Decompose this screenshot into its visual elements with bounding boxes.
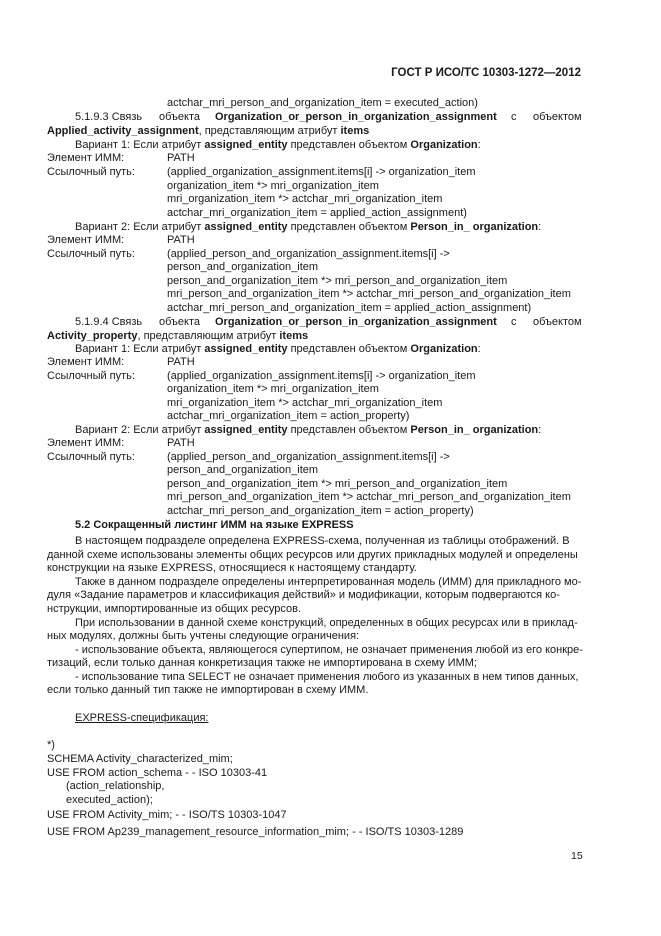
- code-line: USE FROM action_schema - - ISO 10303-41: [47, 767, 268, 779]
- entity-name: Applied_activity_assignment: [47, 125, 199, 137]
- label: Элемент ИММ:: [47, 234, 125, 246]
- paragraph-line: дуля «Задание параметров и классификация действий» и модификации, которым подвергаются ко-: [47, 589, 560, 601]
- text-line: mri_person_and_organization_item *> actchar_mri_person_and_organization_item: [167, 491, 571, 503]
- attribute-name: assigned_entity: [204, 424, 288, 436]
- text-line: person_and_organization_item: [167, 261, 319, 273]
- attribute-name: assigned_entity: [204, 221, 288, 233]
- text-line: объекта: [159, 316, 201, 328]
- paragraph-line: если только данный тип также не импортирован в схему ИММ.: [47, 684, 369, 696]
- variant-line: [75, 221, 541, 234]
- attribute-name: assigned_entity: [204, 139, 288, 151]
- attribute-name: items: [340, 125, 370, 137]
- text-line: PATH: [167, 437, 195, 449]
- text-line: person_and_organization_item *> mri_person_and_organization_item: [167, 275, 508, 287]
- code-line: (action_relationship,: [66, 780, 165, 792]
- text-line: actchar_mri_person_and_organization_item = executed_action): [167, 97, 478, 109]
- section-heading: 5.2 Сокращенный листинг ИММ на языке EXPRESS: [75, 519, 354, 531]
- text-line: PATH: [167, 234, 195, 246]
- attribute-name: items: [279, 330, 309, 342]
- variant-line: [75, 139, 481, 152]
- paragraph-line: нструкции, импортированные из общих ресурсов.: [47, 603, 302, 615]
- text-line: (applied_organization_assignment.items[i] -> organization_item: [167, 166, 476, 178]
- text-fragment: представлен объектом: [287, 343, 411, 355]
- text-fragment: , представляющим атрибут: [198, 125, 341, 137]
- text-line: organization_item *> mri_organization_item: [167, 383, 379, 395]
- text-line: [47, 125, 369, 138]
- paragraph-line: данной схеме использованы элементы общих ресурсов или других прикладных модулей и определены: [47, 549, 578, 561]
- attribute-name: assigned_entity: [204, 343, 288, 355]
- section-number: 5.1.9.4 Связь: [75, 316, 143, 328]
- paragraph-line: конструкции на языке EXPRESS, относящиеся к настоящему стандарту.: [47, 562, 417, 574]
- text-line: [47, 330, 308, 343]
- entity-name: Organization: [410, 343, 478, 355]
- entity-name: Person_in_ organization: [410, 424, 539, 436]
- text-line: person_and_organization_item *> mri_person_and_organization_item: [167, 478, 508, 490]
- text-line: PATH: [167, 356, 195, 368]
- paragraph-line: тизаций, если только данная конкретизация также не импортирована в схему ИММ;: [47, 657, 477, 669]
- paragraph-line: Также в данном подразделе определены интерпретированная модель (ИММ) для прикладного мо-: [75, 576, 582, 588]
- code-line: executed_action);: [66, 794, 153, 806]
- text-line: с: [511, 316, 517, 328]
- document-header: ГОСТ Р ИСО/ТС 10303-1272—2012: [391, 67, 581, 79]
- paragraph-line: При использовании в данной схеме конструкций, определенных в общих ресурсах или в приклад-: [75, 617, 578, 629]
- text-line: actchar_mri_organization_item = applied_action_assignment): [167, 207, 467, 219]
- page-number: 15: [571, 850, 583, 862]
- spec-heading: EXPRESS-спецификация:: [75, 712, 209, 724]
- label: Элемент ИММ:: [47, 152, 125, 164]
- section-number: 5.1.9.3 Связь: [75, 111, 143, 123]
- variant-line: [75, 343, 481, 356]
- text-fragment: Вариант 1: Если атрибут: [75, 343, 205, 355]
- text-line: person_and_organization_item: [167, 464, 319, 476]
- text-fragment: представлен объектом: [287, 424, 411, 436]
- text-line: actchar_mri_organization_item = action_property): [167, 410, 410, 422]
- text-fragment: представлен объектом: [287, 139, 411, 151]
- label: Элемент ИММ:: [47, 356, 125, 368]
- text-line: объектом: [533, 111, 582, 123]
- text-fragment: :: [477, 139, 481, 151]
- paragraph-line: - использование типа SELECT не означает применения любого из указанных в нем типов данных,: [75, 671, 579, 683]
- text-fragment: представлен объектом: [287, 221, 411, 233]
- text-fragment: :: [538, 424, 542, 436]
- text-fragment: Вариант 2: Если атрибут: [75, 221, 205, 233]
- text-line: mri_organization_item *> actchar_mri_organization_item: [167, 397, 443, 409]
- text-line: actchar_mri_person_and_organization_item = applied_action_assignment): [167, 302, 532, 314]
- entity-name: Organization_or_person_in_organization_assignment: [215, 316, 497, 328]
- text-fragment: :: [477, 343, 481, 355]
- text-fragment: , представляющим атрибут: [137, 330, 280, 342]
- label: Элемент ИММ:: [47, 437, 125, 449]
- text-line: mri_organization_item *> actchar_mri_organization_item: [167, 193, 443, 205]
- text-line: mri_person_and_organization_item *> actchar_mri_person_and_organization_item: [167, 288, 571, 300]
- text-line: PATH: [167, 152, 195, 164]
- label: Ссылочный путь:: [47, 370, 135, 382]
- entity-name: Organization: [410, 139, 478, 151]
- paragraph-line: - использование объекта, являющегося супертипом, не означает применения любой из его конкре-: [75, 644, 583, 656]
- text-line: (applied_organization_assignment.items[i] -> organization_item: [167, 370, 476, 382]
- text-line: organization_item *> mri_organization_item: [167, 180, 379, 192]
- text-fragment: Вариант 1: Если атрибут: [75, 139, 205, 151]
- text-line: объектом: [533, 316, 582, 328]
- text-line: (applied_person_and_organization_assignment.items[i] ->: [167, 451, 450, 463]
- entity-name: Person_in_ organization: [410, 221, 539, 233]
- code-line: *): [47, 739, 55, 751]
- paragraph-line: ных модулях, должны быть учтены следующие ограничения:: [47, 630, 360, 642]
- label: Ссылочный путь:: [47, 166, 135, 178]
- paragraph-line: В настоящем подразделе определена EXPRESS-схема, полученная из таблицы отображений. В: [75, 535, 570, 547]
- entity-name: Organization_or_person_in_organization_assignment: [215, 111, 497, 123]
- entity-name: Activity_property: [47, 330, 138, 342]
- text-line: объекта: [159, 111, 201, 123]
- text-line: с: [511, 111, 517, 123]
- variant-line: [75, 424, 541, 437]
- label: Ссылочный путь:: [47, 248, 135, 260]
- code-line: SCHEMA Activity_characterized_mim;: [47, 753, 233, 765]
- code-line: USE FROM Ap239_management_resource_information_mim; - - ISO/TS 10303-1289: [47, 826, 464, 838]
- code-line: USE FROM Activity_mim; - - ISO/TS 10303-1047: [47, 809, 287, 821]
- text-fragment: :: [538, 221, 542, 233]
- text-line: (applied_person_and_organization_assignment.items[i] ->: [167, 248, 450, 260]
- label: Ссылочный путь:: [47, 451, 135, 463]
- text-fragment: Вариант 2: Если атрибут: [75, 424, 205, 436]
- text-line: actchar_mri_person_and_organization_item = action_property): [167, 505, 474, 517]
